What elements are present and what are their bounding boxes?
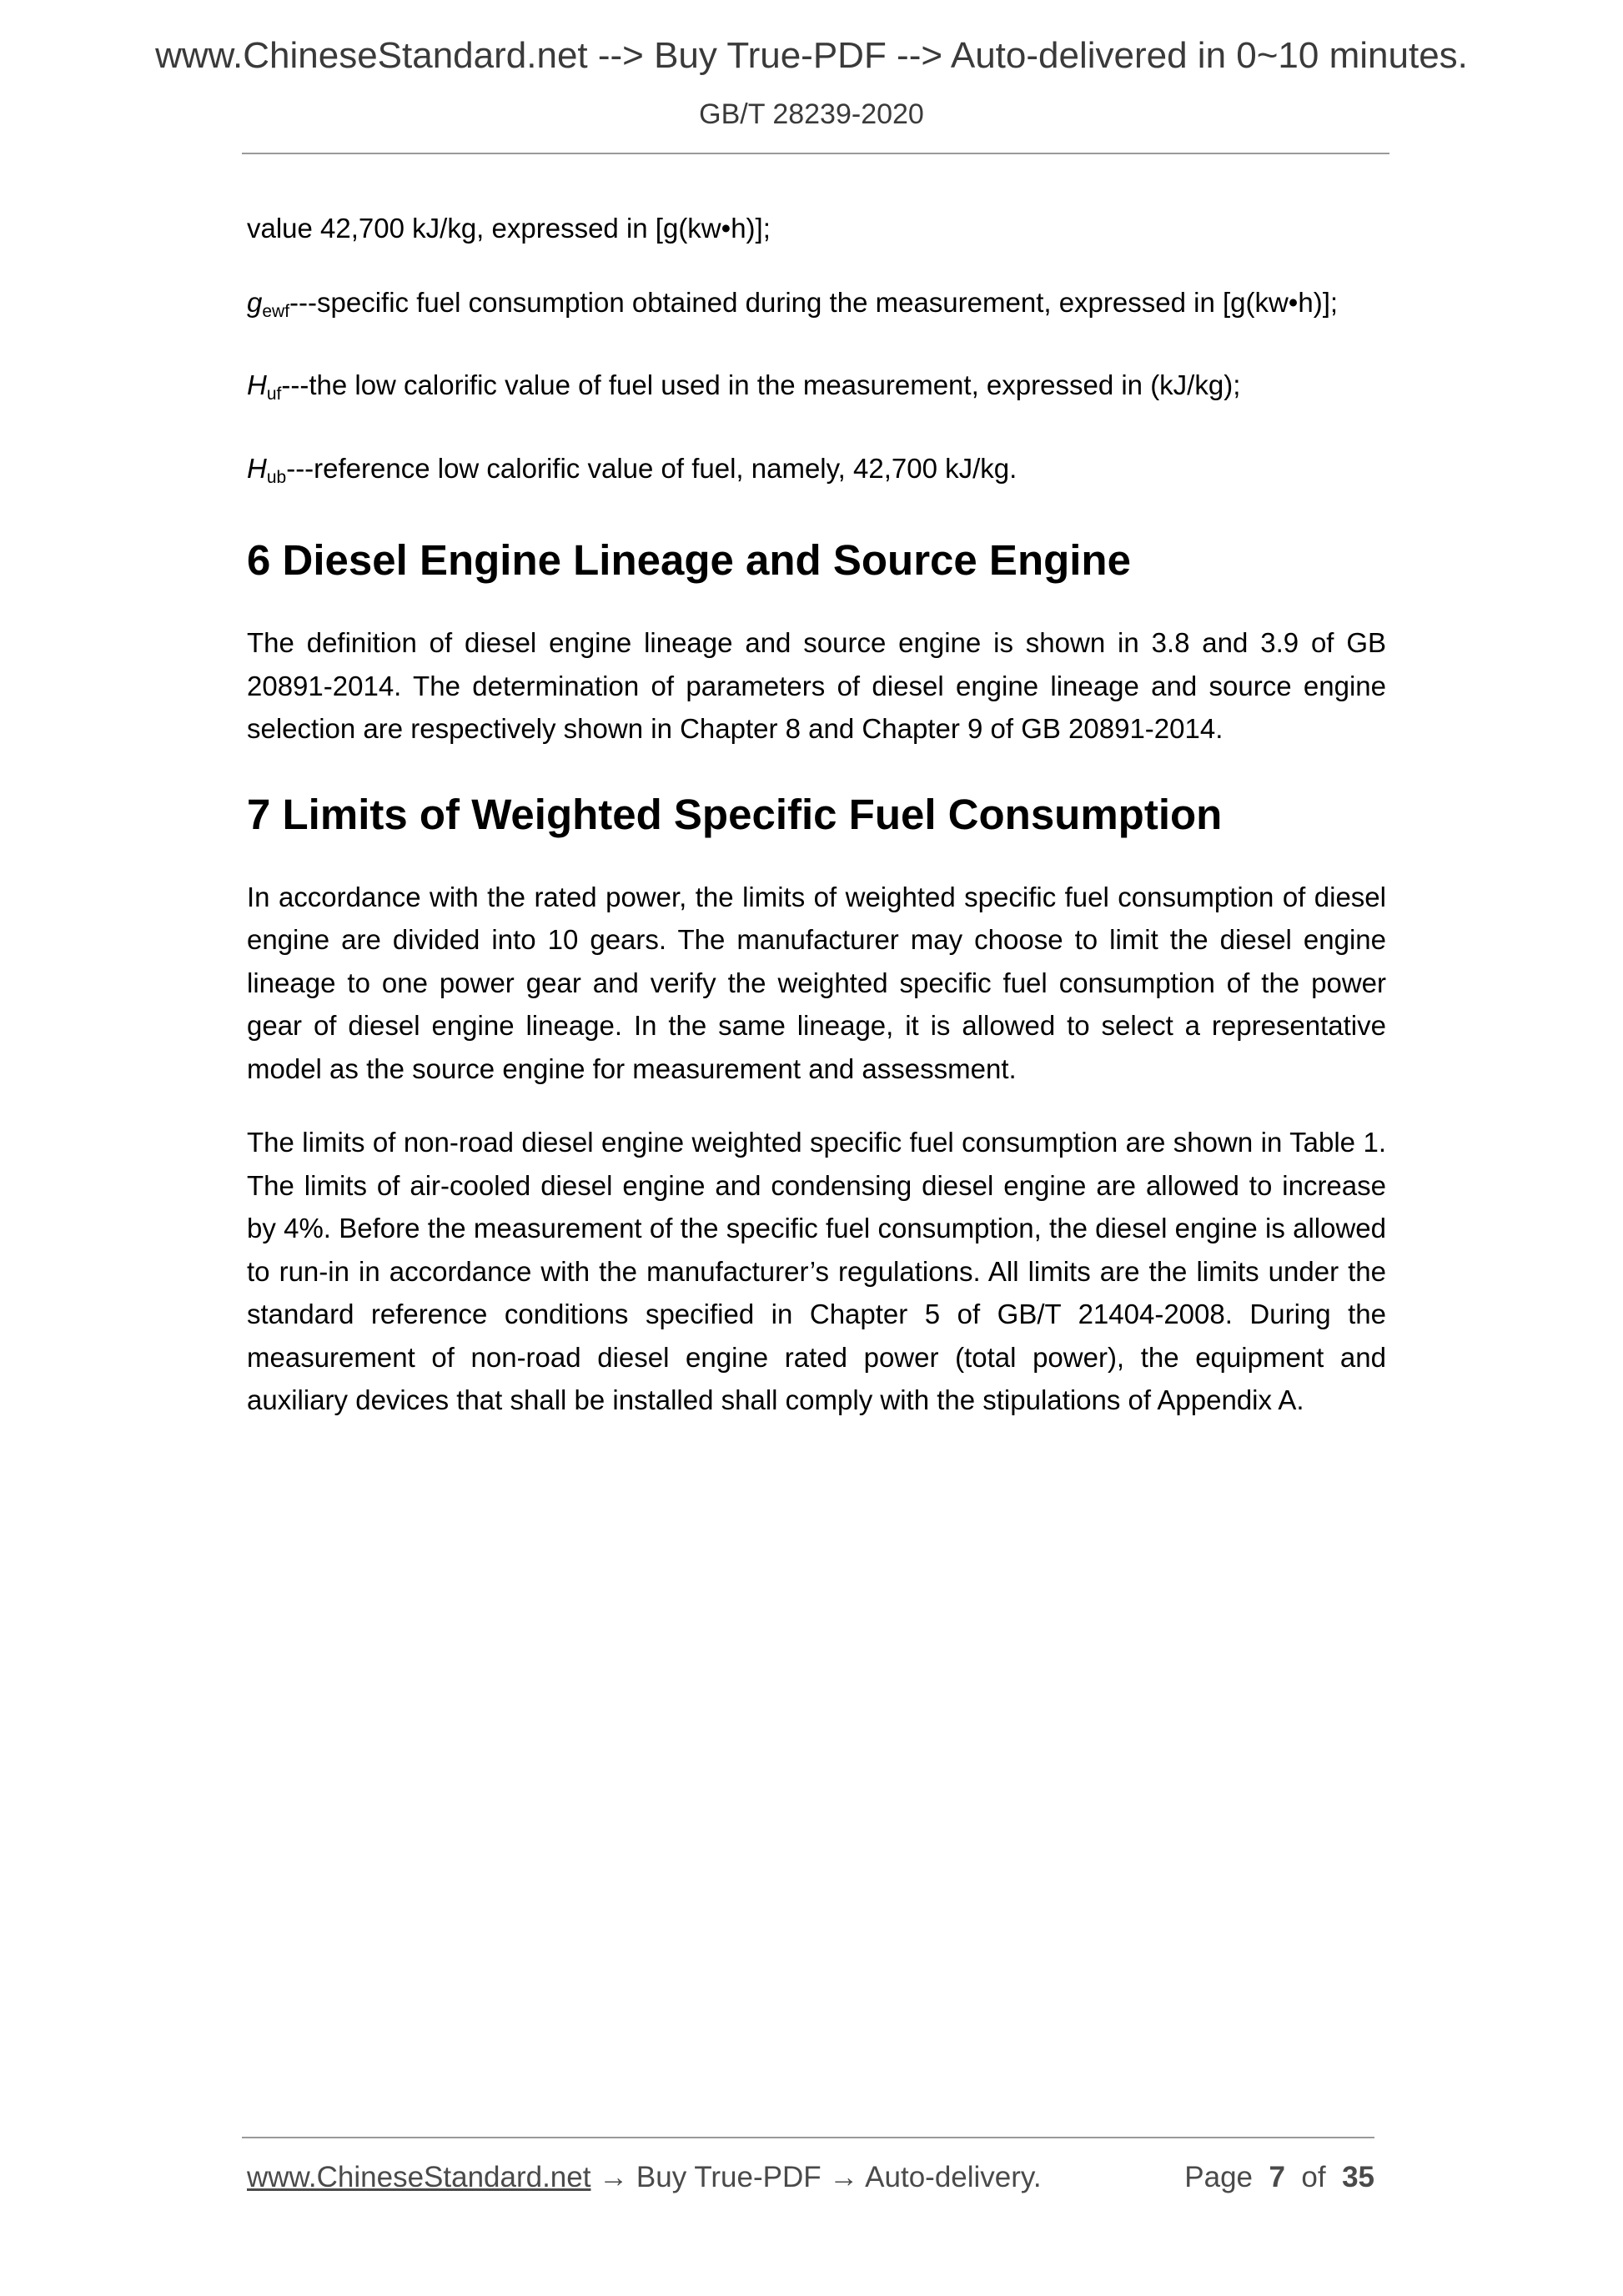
definition-huf-text: ---the low calorific value of fuel used in the measurement, expressed in (kJ/kg); — [281, 369, 1241, 400]
subscript-uf: uf — [266, 384, 282, 404]
section-6-paragraph: The definition of diesel engine lineage and source engine is shown in 3.8 and 3.9 of GB 20891-2014. The determination of parameters of diesel engine lineage and source engine selection are respectively shown in Chapter 8 and Chapter 9 of GB 20891-2014. — [247, 627, 1386, 744]
value-line: value 42,700 kJ/kg, expressed in [g(kw•h)]; — [247, 213, 771, 244]
page-indicator — [1184, 2161, 1374, 2194]
of-label: of — [1301, 2161, 1326, 2193]
symbol-h-uf: H — [247, 369, 267, 400]
section-7-paragraph-1: In accordance with the rated power, the limits of weighted specific fuel consumption of diesel engine are divided into 10 gears. The manufacturer may choose to limit the diesel engine lineage to one power gear and verify the weighted specific fuel consumption of the power gear of diesel engine lineage. In the same lineage, it is allowed to select a representative model as the source engine for measurement and assessment. — [247, 881, 1386, 1084]
definition-gewf-text: ---specific fuel consumption obtained during the measurement, expressed in [g(kw•h)]; — [289, 286, 1339, 318]
footer-suffix: → Buy True-PDF → Auto-delivery. — [590, 2161, 1042, 2193]
subscript-ewf: ewf — [262, 301, 290, 321]
footer-site-link[interactable]: www.ChineseStandard.net — [247, 2161, 591, 2193]
page-label: Page — [1184, 2161, 1254, 2193]
page-footer — [247, 2161, 1374, 2194]
footer-divider — [242, 2137, 1374, 2138]
definition-hub — [247, 447, 1386, 500]
page-content — [247, 207, 1386, 1422]
section-7-paragraph-2: The limits of non-road diesel engine weighted specific fuel consumption are shown in Table 1. The limits of air-cooled diesel engine and condensing diesel engine are allowed to increase by 4%. Before the measurement of the specific fuel consumption, the diesel engine is allowed to run-in in accordance with the manufacturer’s regulations. All limits are the limits under the standard reference conditions specified in Chapter 5 of GB/T 21404-2008. During the measurement of non-road diesel engine rated power (total power), the equipment and auxiliary devices that shall be installed shall comply with the stipulations of Appendix A. — [247, 1127, 1386, 1415]
header-banner: www.ChineseStandard.net --> Buy True-PDF --> Auto-delivered in 0~10 minutes. — [155, 35, 1468, 76]
header-divider — [242, 153, 1389, 154]
definition-hub-text: ---reference low calorific value of fuel, namely, 42,700 kJ/kg. — [286, 452, 1018, 484]
section-7-heading: 7 Limits of Weighted Specific Fuel Consumption — [247, 790, 1223, 838]
section-6-heading: 6 Diesel Engine Lineage and Source Engine — [247, 536, 1131, 584]
symbol-g: g — [247, 286, 263, 318]
page-current: 7 — [1269, 2161, 1285, 2193]
definition-gewf — [247, 281, 1386, 334]
page-total: 35 — [1342, 2161, 1374, 2193]
definition-huf — [247, 364, 1386, 416]
subscript-ub: ub — [266, 467, 287, 487]
standard-code: GB/T 28239-2020 — [699, 98, 924, 130]
symbol-h-ub: H — [247, 452, 267, 484]
